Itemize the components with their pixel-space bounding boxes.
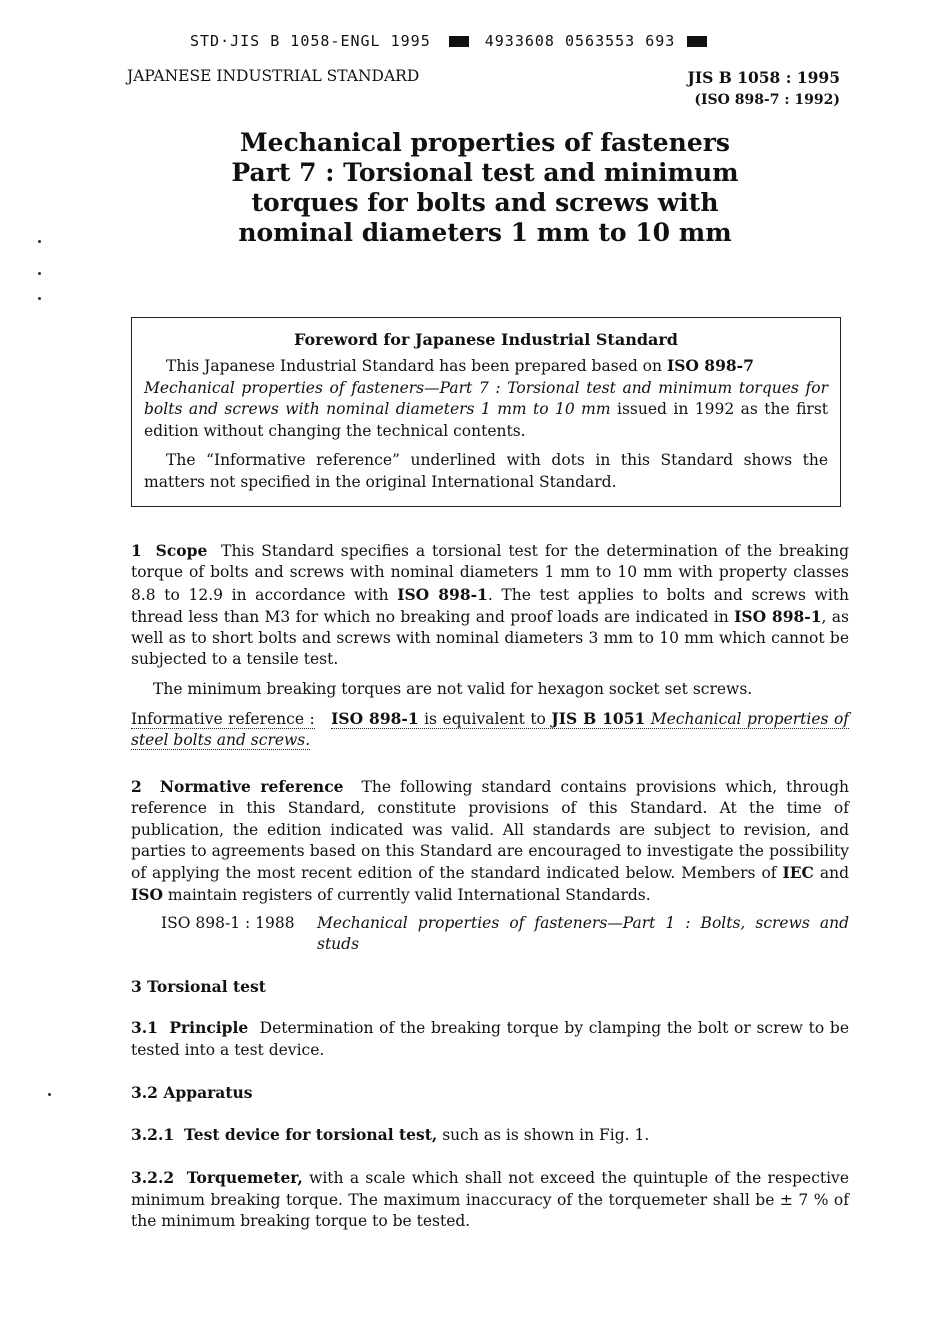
section-scope [131, 540, 849, 752]
normative-paragraph: 2 Normative reference The following standard contains provisions which, through reference in this Standard, constitute provisions of this Standard. At the time of publication, the edition indicated was valid. All standards are subject to revision, and parties to agreements based on this Standard are encouraged to investigate the possibility of applying the most recent edition of the standard indicated below. Members of IEC and ISO maintain registers of currently valid International Standards. [131, 777, 849, 905]
torquemeter-paragraph: 3.2.2 Torquemeter, with a scale which shall not exceed the quintuple of the respective minimum breaking torque. The maximum inaccuracy of the torquemeter shall be ± 7 % of the minimum breaking torque to be tested. [131, 1168, 849, 1231]
scope-paragraph: 1 Scope This Standard specifies a torsional test for the determination of the breaking torque of bolts and screws with nominal diameters 1 mm to 10 mm with property classes 8.8 to 12.9 in accordance with ISO 898-1. The test applies to bolts and screws with thread less than M3 for which no breaking and proof loads are indicated in ISO 898-1, as well as to short bolts and screws with nominal diameters 3 mm to 10 mm which cannot be subjected to a tensile test. [131, 541, 850, 669]
margin-speck [38, 272, 41, 275]
normative-title: Normative reference [159, 777, 344, 796]
foreword-box [131, 317, 841, 507]
stamp-block-mark-end [687, 36, 707, 47]
foreword-paragraph-1: This Japanese Industrial Standard has been prepared based on ISO 898-7 Mechanical properties of fasteners—Part 7 : Torsional test and minimum torques for bolts and screws with nominal diameters 1 mm to 10 mm issued in 1992 as the first edition without changing the technical contents. [144, 356, 829, 440]
test-device-paragraph: 3.2.1 Test device for torsional test, such as is shown in Fig. 1. [131, 1125, 650, 1145]
apparatus-heading: 3.2 Apparatus [131, 1082, 253, 1102]
informative-reference: Informative reference : ISO 898-1 is equivalent to JIS B 1051 Mechanical properties of steel bolts and screws. [131, 709, 850, 750]
document-title [160, 128, 810, 248]
foreword-paragraph-2: The “Informative reference” underlined with dots in this Standard shows the matters not specified in the original International Standard. [144, 451, 828, 491]
normative-reference-entry [161, 913, 849, 956]
jis-number: JIS B 1058 : 1995 [687, 68, 840, 87]
scope-number: 1 [131, 541, 142, 560]
torsional-heading: 3 Torsional test [131, 977, 266, 996]
margin-speck [38, 297, 41, 300]
title-line-3: torques for bolts and screws with [251, 188, 719, 217]
title-line-4: nominal diameters 1 mm to 10 mm [238, 218, 732, 247]
scope-paragraph-2: The minimum breaking torques are not valid for hexagon socket set screws. [153, 679, 753, 698]
header-organization: JAPANESE INDUSTRIAL STANDARD [127, 67, 420, 85]
margin-speck [48, 1093, 51, 1096]
scope-title: Scope [155, 541, 208, 560]
title-line-2: Part 7 : Torsional test and minimum [231, 158, 739, 187]
iso-number: (ISO 898-7 : 1992) [694, 92, 840, 108]
normative-number: 2 [131, 777, 142, 796]
document-stamp [190, 32, 707, 50]
header-standard-number [640, 67, 840, 111]
reference-code: ISO 898-1 : 1988 [161, 913, 295, 932]
title-line-1: Mechanical properties of fasteners [239, 128, 731, 157]
foreword-heading: Foreword for Japanese Industrial Standard [294, 330, 678, 349]
stamp-code: 4933608 0563553 693 [484, 32, 676, 50]
stamp-text: STD·JIS B 1058-ENGL 1995 [190, 32, 431, 50]
stamp-block-mark [449, 36, 469, 47]
section-normative-reference [131, 776, 849, 955]
principle-paragraph: 3.1 Principle Determination of the breaking torque by clamping the bolt or screw to be tested into a test device. [131, 1018, 849, 1059]
section-torsional-test [131, 976, 849, 1232]
margin-speck [38, 240, 41, 243]
reference-title: Mechanical properties of fasteners—Part 1 : Bolts, screws and studs [317, 913, 849, 954]
